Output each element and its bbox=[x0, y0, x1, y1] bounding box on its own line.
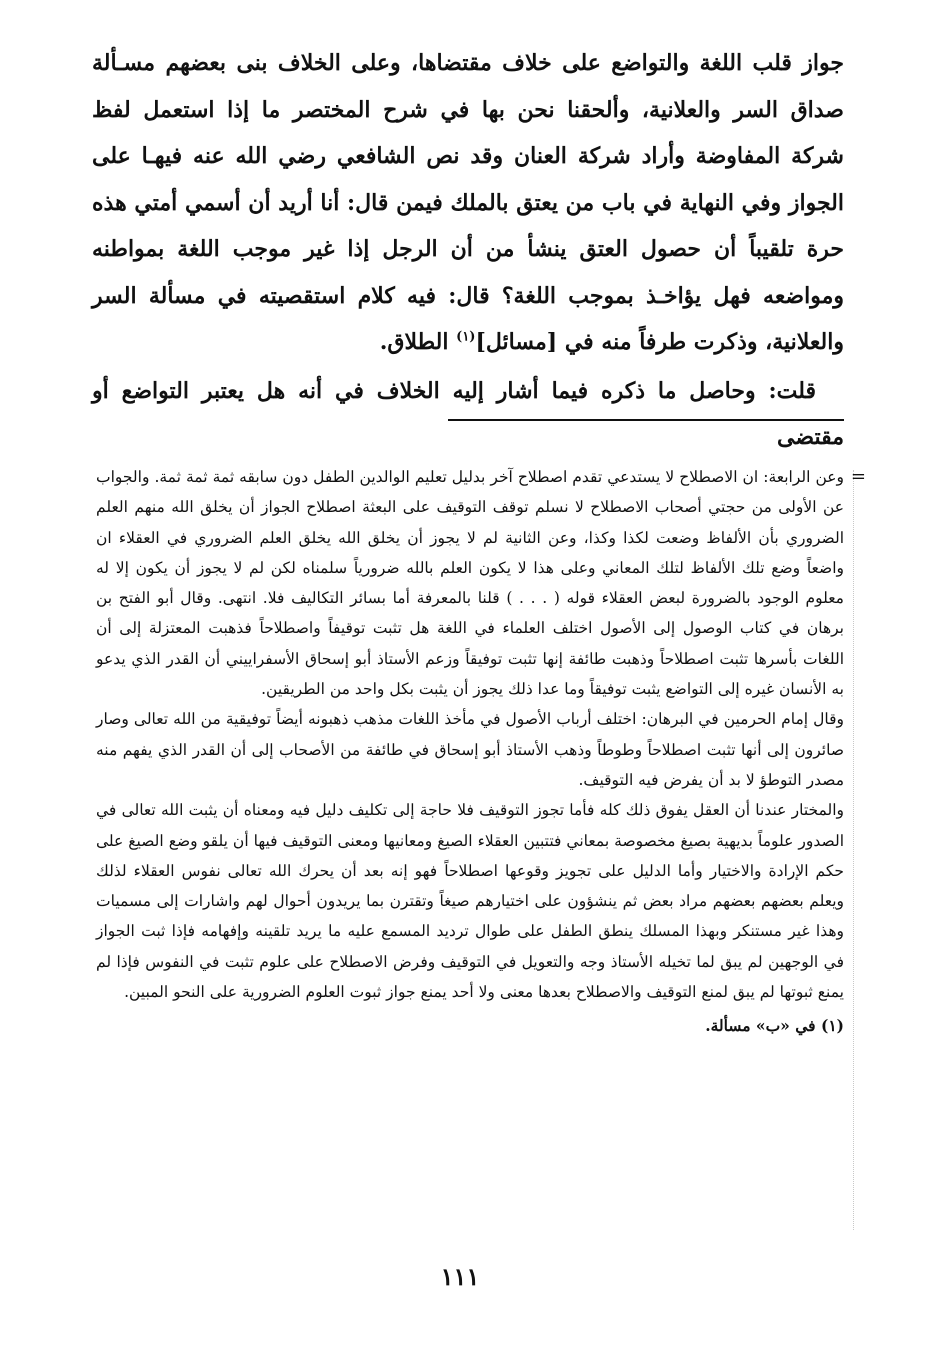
footnote-separator-line bbox=[448, 419, 844, 421]
footnote-paragraph: وعن الرابعة: ان الاصطلاح لا يستدعي تقدم اصطلاح آخر بدليل تعليم الوالدين الطفل دون سابقه ثمة ثمة ثمة. والجواب عن الأولى من حجتي أصحاب الاصطلاح لا نسلم توقف التوقيف على البعثة اصطلاح الجواز أن يخلق الله منهم العلم الضروري بأن الألفاظ وضعت لكذا وكذا، وعن الثانية لم لا يجوز أن يخلق الله يخلق العلم الضروري في العقلاء ان واضعاً وضع تلك الألفاظ لتلك المعاني وعلى هذا لا يكون العلم بالله ضرورياً سلمناه لكن لم لا يجوز أن يكون إلا له معلوم الوجود بالضرورة لبعض العقلاء قوله ( . . . ) قلنا بالمعرفة أما بسائر التكاليف فلا. انتهى. وقال أبو الفتح بن برهان في كتاب الوصول إلى الأصول اختلف العلماء في اللغة هل تثبت توقيفاً واصطلاحاً فذهبت المعتزلة إلى أن اللغات بأسرها تثبت اصطلاحاً وذهبت طائفة إنها تثبت توفيقاً وزعم الأستاذ أبو إسحاق الأسفراييني أن القدر الذي يدعو به الأنسان غيره إلى التواضع يثبت توفيقاً وما عدا ذلك يجوز أن يثبت بكل واحد من الطريقين. bbox=[96, 468, 844, 699]
footnote-paragraph: والمختار عندنا أن العقل يفوق ذلك كله فأما تجوز التوقيف فلا حاجة إلى تكليف دليل فيه ومعناه أن يثبت الله تعالى في الصدور علوماً بديهية بصيغ مخصوصة بمعاني فتتبين العقلاء الصيغ ومعانيها ومعنى التوقيف فيها أن يلقو وضع الصيغ على حكم الإرادة والاختيار وأما الدليل على تجويز وقوعها اصطلاحاً فهو إنه بعد أن يحرك الله تعالى نفوس العقلاء لذلك ويعلم بعضهم بعضهم مراد بعض ثم ينشؤون على اختيارهم صيغاً وتقترن بما يريدون أحوال لهم واشارات إلى مسميات وهذا غير مستنكر وبهذا المسلك ينطق الطفل على طوال ترديد المسمع عليه ما يريد تلقينه وإفهامه فإذا ثبت الجواز في الوجهين لم يبق لما تخيله الأستاذ وجه والتعويل في التوقيف وفرض الاصطلاح على علوم تثبت في النفوس فإذا لم يمنع ثبوتها لم يبق لمنع التوقيف والاصطلاح بعدها معنى ولا أحد يمنع جواز ثبوت العلوم الضرورية على النحو المبين. bbox=[96, 801, 844, 1002]
continuation-marker: = bbox=[850, 466, 866, 487]
main-paragraph-end: الطلاق. bbox=[379, 329, 457, 355]
footnote-paragraph: وقال إمام الحرمين في البرهان: اختلف أرباب الأصول في مأخذ اللغات مذهب ذهبونه أيضاً توفيقية من الله تعالى وصار صائرون إلى أنها تثبت اصطلاحاً وطوطاً وذهب الأستاذ أبو إسحاق في طائفة من الأصحاب إلى أن القدر الذي يفهم منه مصدر التوطؤ لا بد أن يفرض فيه التوقيف. bbox=[96, 710, 844, 789]
footnotes-section bbox=[96, 462, 866, 1042]
main-paragraph-qult: قلت: وحاصل ما ذكره فيما أشار إليه الخلاف في أنه هل يعتبر التواضع أو مقتضى bbox=[92, 377, 844, 450]
main-body-text bbox=[92, 40, 844, 461]
footnote-reference: (١) bbox=[456, 329, 476, 345]
main-paragraph-text: جواز قلب اللغة والتواضع على خلاف مقتضاها، وعلى الخلاف بنى بعضهم مسـألة صداق السر والعلانية، وألحقنا نحن بها في شرح المختصر ما إذا استعمل لفظ شركة المفاوضة وأراد شركة العنان وقد نص الشافعي رضي الله عنه فيهـا على الجواز وفي النهاية في باب من يعتق بالملك فيمن قال: أنا أريد أن أسمي أمتي هذه حرة تلقيباً أن حصول العتق ينشأ من أن الرجل إذا غير موجب اللغة بمواطنه ومواضعه فهل يؤاخـذ بموجب اللغة؟ قال: فيه كلام استقصيته في مسألة السر والعلانية، وذكرت طرفاً منه في [مسائل] bbox=[92, 50, 844, 355]
page-number: ١١١ bbox=[440, 1262, 480, 1291]
main-paragraph bbox=[92, 40, 844, 366]
margin-guide-line bbox=[853, 470, 854, 1230]
footnote-1: (١) في «ب» مسألة. bbox=[705, 1016, 844, 1036]
